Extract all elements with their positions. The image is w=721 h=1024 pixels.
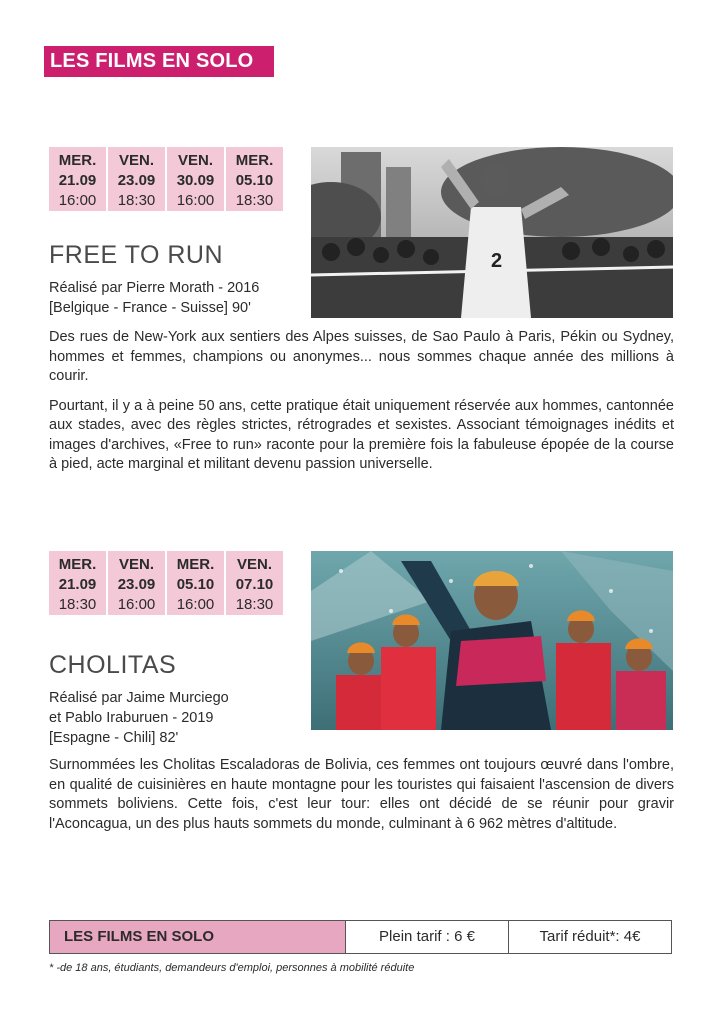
credit-line: Réalisé par Pierre Morath - 2016: [49, 280, 260, 296]
screening-day: VEN.: [118, 556, 154, 573]
description-paragraph: Surnommées les Cholitas Escaladoras de Bolivia, ces femmes ont toujours œuvré dans l'ombre, en qualité de cuisinières en haute montagne pour les touristes qui faisaient l'ascension de divers sommets boliviens. Cette fois, c'est leur tour: elles ont décidé de se réunir pour gravir l'Aconcagua, un des plus hauts sommets du monde, culminant à 6 962 mètres d'altitude.: [49, 757, 674, 832]
pricing-footnote: * -de 18 ans, étudiants, demandeurs d'emploi, personnes à mobilité réduite: [49, 962, 415, 974]
film-credits: [49, 278, 259, 318]
screening-time: 18:30: [117, 192, 156, 209]
screening-time: 18:30: [235, 192, 274, 209]
screening-date: [108, 551, 167, 615]
screening-date-value: 30.09: [176, 172, 215, 189]
screening-date-value: 05.10: [176, 576, 215, 593]
film-credits: [49, 688, 229, 748]
screening-date: [49, 147, 108, 211]
pricing-table: [49, 920, 672, 954]
screening-date-value: 21.09: [58, 576, 97, 593]
screening-date-value: 23.09: [117, 576, 156, 593]
screening-day: VEN.: [177, 152, 213, 169]
pricing-label: LES FILMS EN SOLO: [50, 921, 346, 953]
credit-line: et Pablo Iraburuen - 2019: [49, 710, 214, 726]
description-paragraph: Des rues de New-York aux sentiers des Alpes suisses, de Sao Paulo à Paris, Pékin ou Sydney, hommes et femmes, champions ou anonymes... nous sommes chaque année des millions à courir.: [49, 329, 674, 384]
screening-dates-cholitas: [49, 551, 283, 615]
screening-date: [49, 551, 108, 615]
screening-date-value: 23.09: [117, 172, 156, 189]
screening-date: [226, 147, 283, 211]
credit-line: Réalisé par Jaime Murciego: [49, 690, 229, 706]
screening-date: [108, 147, 167, 211]
screening-time: 16:00: [176, 596, 215, 613]
reduced-price: Tarif réduit*: 4€: [539, 928, 641, 945]
screening-day: MER.: [235, 152, 274, 169]
full-price: Plein tarif : 6 €: [346, 921, 509, 953]
credit-line: [Belgique - France - Suisse] 90': [49, 300, 251, 316]
screening-day: MER.: [58, 556, 97, 573]
film-description: [49, 328, 674, 485]
film-title: FREE TO RUN: [49, 241, 224, 269]
screening-date-value: 07.10: [235, 576, 274, 593]
section-title: LES FILMS EN SOLO: [44, 46, 274, 77]
bib-number: 2: [491, 250, 503, 272]
film-title: CHOLITAS: [49, 651, 177, 679]
description-paragraph: Pourtant, il y a à peine 50 ans, cette pratique était uniquement réservée aux hommes, cantonnée aux stades, avec des règles strictes, rétrogrades et sexistes. Associant témoignages inédits et images d'archives, «Free to run» raconte pour la première fois la fabuleuse épopée de la course à pied, acte marginal et militant devenu passion universelle.: [49, 397, 674, 472]
screening-day: VEN.: [236, 556, 272, 573]
screening-time: 16:00: [117, 596, 156, 613]
screening-date-value: 21.09: [58, 172, 97, 189]
screening-time: 18:30: [58, 596, 97, 613]
screening-time: 16:00: [58, 192, 97, 209]
credit-line: [Espagne - Chili] 82': [49, 730, 179, 746]
screening-time: 18:30: [235, 596, 274, 613]
climbers-photo: [311, 551, 673, 730]
screening-dates-free-to-run: [49, 147, 283, 211]
film-description: [49, 756, 674, 844]
screening-day: MER.: [58, 152, 97, 169]
screening-time: 16:00: [176, 192, 215, 209]
screening-day: MER.: [176, 556, 215, 573]
screening-date-value: 05.10: [235, 172, 274, 189]
screening-day: VEN.: [118, 152, 154, 169]
screening-date: [167, 147, 226, 211]
screening-date: [167, 551, 226, 615]
runner-photo: [311, 147, 673, 318]
screening-date: [226, 551, 283, 615]
